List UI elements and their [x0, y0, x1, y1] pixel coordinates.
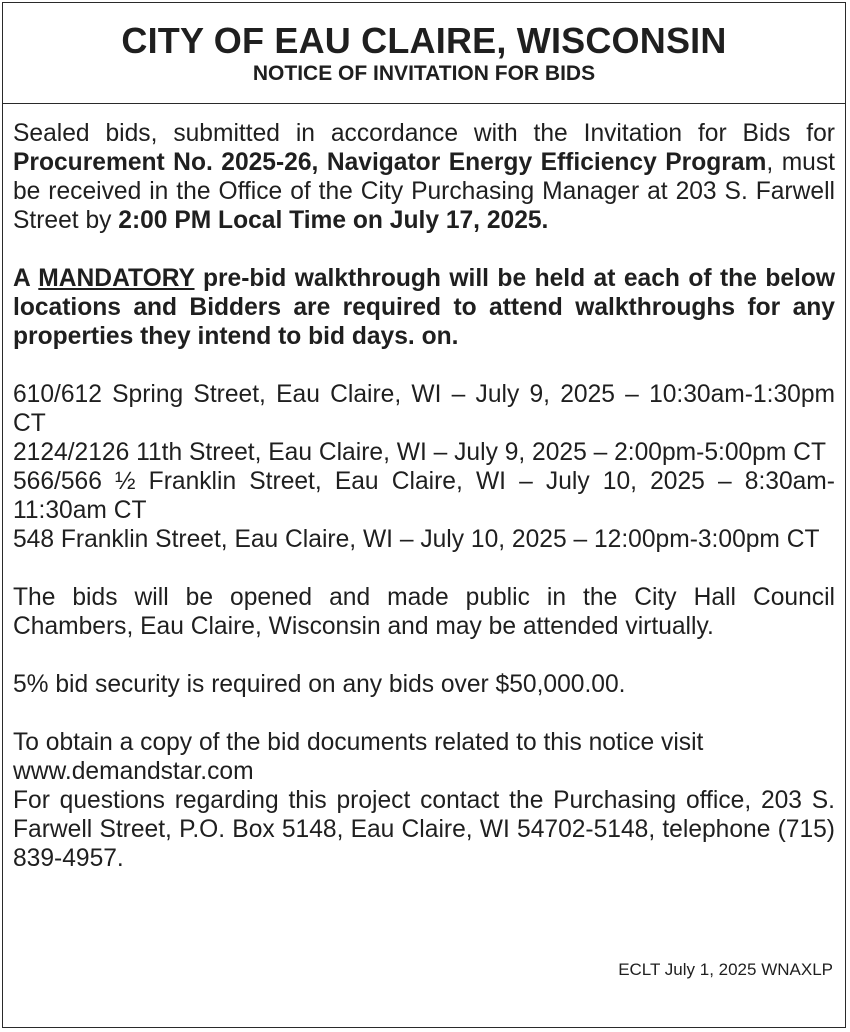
notice-header — [3, 3, 845, 87]
location-item: 566/566 ½ Franklin Street, Eau Claire, WI – July 10, 2025 – 8:30am-11:30am CT — [13, 468, 835, 524]
notice-body — [13, 119, 835, 873]
intro-paragraph — [13, 119, 835, 235]
location-item: 548 Franklin Street, Eau Claire, WI – July 10, 2025 – 12:00pm-3:00pm CT — [13, 526, 820, 553]
location-item: 610/612 Spring Street, Eau Claire, WI – July 9, 2025 – 10:30am-1:30pm CT — [13, 381, 835, 437]
documents-line: To obtain a copy of the bid documents related to this notice visit — [13, 729, 704, 756]
notice-subtitle: NOTICE OF INVITATION FOR BIDS — [252, 62, 596, 85]
notice-frame — [2, 2, 846, 1028]
intro-text-2: , must be received in the Office of the City Purchasing Manager at 203 S. Farwell Street by — [13, 149, 835, 234]
bid-deadline: 2:00 PM Local Time on July 17, 2025. — [118, 207, 549, 234]
header-divider — [3, 103, 845, 104]
walkthrough-text: pre-bid walkthrough will be held at each of the below locations and Bidders are required to attend walkthroughs for any properties they intend to bid days. on. — [13, 265, 836, 350]
procurement-number: Procurement No. 2025-26, Navigator Energy Efficiency Program — [13, 149, 767, 176]
location-item: 2124/2126 11th Street, Eau Claire, WI – July 9, 2025 – 2:00pm-5:00pm CT — [13, 439, 826, 466]
notice-title: CITY OF EAU CLAIRE, WISCONSIN — [121, 20, 727, 61]
mandatory-word: MANDATORY — [38, 265, 195, 292]
documents-url[interactable]: www.demandstar.com — [13, 758, 254, 785]
intro-text-1: Sealed bids, submitted in accordance with the Invitation for Bids for — [13, 120, 835, 147]
security-paragraph: 5% bid security is required on any bids over $50,000.00. — [13, 671, 626, 698]
opening-paragraph: The bids will be opened and made public in the City Hall Council Chambers, Eau Claire, Wisconsin and may be attended virtually. — [13, 584, 835, 640]
publication-footer: ECLT July 1, 2025 WNAXLP — [618, 960, 833, 979]
walkthrough-paragraph — [13, 264, 835, 351]
walkthrough-prefix: A — [13, 265, 39, 292]
contact-paragraph: For questions regarding this project contact the Purchasing office, 203 S. Farwell Street, P.O. Box 5148, Eau Claire, WI 54702-5148, telephone (715) 839-4957. — [13, 787, 835, 872]
